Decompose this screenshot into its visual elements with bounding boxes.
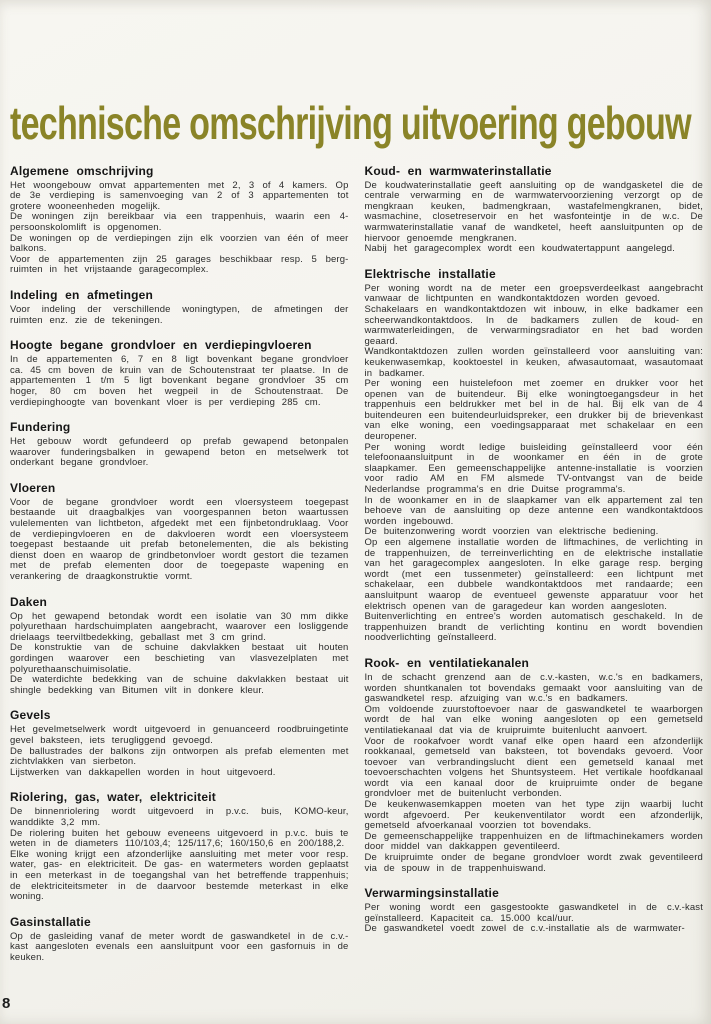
paragraph: De gemeenschappelijke trappenhuizen en de liftmachinekamers worden door middel van dakkappen geventileerd.: [364, 830, 703, 853]
paragraph: In de woonkamer en in de slaapkamer van elk appartement zal ten behoeve van de aansluiting op deze antenne een wandkontaktdoos worden ingebouwd.: [364, 494, 703, 527]
paragraph: De waterdichte bedekking van de schuine dakvlakken bestaat uit shingle bedekking van Bitumen vilt in donkere kleur.: [10, 674, 349, 696]
section-rook-en-ventilatiekanalen: [365, 657, 704, 874]
paragraph: In de appartementen 6, 7 en 8 ligt bovenkant begane grondvloer ca. 45 cm boven de kruin van de Schoutenstraat ter plaatse. In de appartementen 1 t/m 5 ligt bovenkant begane grondvloer 35 cm hoger, 80 cm boven het wegpeil in de Schoutenstraat. De verdiepinghoogte van bovenkant vloer is per verdieping 285 cm.: [10, 354, 349, 408]
paragraph: De binnenriolering wordt uitgevoerd in p.v.c. buis, KOMO-keur, wanddikte 3,2 mm.: [10, 806, 349, 828]
paragraph: Op de gasleiding vanaf de meter wordt de gaswandketel in de c.v.-kast aangesloten evenals een aansluitpunt voor een gasfornuis in de keuken.: [10, 930, 349, 963]
section-koud-en-warmwaterinstallatie: [365, 165, 704, 255]
section-riolering-gas-water-elektriciteit: [10, 791, 349, 902]
paragraph: Voor de begane grondvloer wordt een vloersysteem toegepast bestaande uit draagbalkjes van voorgespannen beton waartussen vulelementen van lichtbeton, afgedekt met een fijnbetondruklaag. Voor de verdiepingvloeren en de dakvloeren wordt een vloersysteem toegepast bestaande uit prefab betonelementen, die als bekisting dienst doen en waarop de grindbetonvloer wordt gestort die tezamen met de prefab elementen door de toegepaste wapening en verankering de draagkonstruktie vormt.: [10, 496, 349, 583]
section-heading: Vloeren: [10, 480, 56, 495]
section-verwarmingsinstallatie: [365, 887, 704, 935]
section-vloeren: [10, 482, 349, 583]
section-heading: Gevels: [10, 708, 51, 723]
paragraph: De keukenwasemkappen moeten van het type zijn waarbij lucht wordt afgevoerd. Per keukenventilator wordt een afzonderlijk, gemetseld afvoerkanaal voorzien tot bovendaks.: [364, 799, 703, 832]
section-heading: Verwarmingsinstallatie: [364, 886, 499, 901]
section-heading: Daken: [10, 594, 48, 609]
section-gevels: [10, 709, 349, 778]
paragraph: De konstruktie van de schuine dakvlakken bestaat uit houten gordingen waarover een beschieting van vlasvezelplaten met polyurethaanschuimisolatie.: [10, 642, 349, 675]
section-heading: Rook- en ventilatiekanalen: [364, 655, 530, 670]
two-column-layout: [10, 165, 703, 976]
section-algemene-omschrijving: [10, 165, 349, 276]
section-daken: [10, 596, 349, 697]
paragraph: Op het gewapend betondak wordt een isolatie van 30 mm dikke polyurethaan hardschuimplaten aangebracht, waarover een losliggende drielaags teerviltbedekking, geballast met 3 cm grind.: [10, 610, 349, 643]
paragraph: Het woongebouw omvat appartementen met 2, 3 of 4 kamers. Op de 3e verdieping is samenvoeging van 2 of 3 appartementen tot grotere wooneenheden mogelijk.: [10, 179, 349, 212]
paragraph: Per woning wordt een gasgestookte gaswandketel in de c.v.-kast geïnstalleerd. Kapaciteit ca. 15.000 kcal/uur.: [364, 902, 703, 924]
paragraph: Per woning wordt ledige buisleiding geïnstalleerd voor één telefoonaansluitpunt in de woonkamer en één in de grote slaapkamer. Een gemeenschappelijke antenne-installatie is voorzien voor radio AM en FM alsmede TV-ontvangst van de beide Nederlandse programma's en drie Duitse programma's.: [364, 441, 703, 496]
paragraph: Voor indeling der verschillende woningtypen, de afmetingen der ruimten enz. zie de tekeningen.: [10, 303, 349, 326]
section-fundering: [10, 421, 349, 469]
section-elektrische-installatie: [365, 268, 704, 644]
paragraph: De gaswandketel voedt zowel de c.v.-installatie als de warmwater-: [364, 923, 685, 935]
paragraph: De koudwaterinstallatie geeft aansluiting op de wandgasketel die de centrale verwarming en de warmwatervoorziening verzorgt op de mengkraan keuken, badmengkraan, wastafelmengkranen, bidet, wasmachine, closetreservoir en het wasfonteintje in de w.c. De warmwaterinstallatie vanaf de wandketel, heeft aansluitpunten op de hiervoor genoemde mengkranen.: [364, 179, 703, 244]
paragraph: De buitenzonwering wordt voorzien van elektrische bediening.: [364, 526, 659, 538]
paragraph: Wandkontaktdozen zullen worden geïnstalleerd voor aansluiting van: keukenwasemkap, kooktoestel in keuken, afwasautomaat, wasautomaat in badkamer.: [364, 346, 703, 379]
page-title: technische omschrijving uitvoering gebouw: [10, 97, 691, 149]
section-heading: Indeling en afmetingen: [10, 287, 154, 302]
section-indeling-en-afmetingen: [10, 289, 349, 326]
paragraph: De riolering buiten het gebouw eveneens uitgevoerd in p.v.c. buis te weten in de diameters 110/103,4; 125/117,6; 160/150,6 en 200/188,2.: [10, 827, 349, 850]
paragraph: Per woning wordt na de meter een groepsverdeelkast aangebracht vanwaar de lichtpunten en wandkontaktdozen worden gevoed.: [364, 282, 703, 305]
paragraph: De woningen zijn bereikbaar via een trappenhuis, waarin een 4-persoonskolomlift is opgenomen.: [10, 211, 349, 233]
paragraph: Het gevelmetselwerk wordt uitgevoerd in genuanceerd roodbruingetinte gevel baksteen, iets terugliggend gevoegd.: [10, 724, 349, 746]
paragraph: Buitenverlichting en entree's worden automatisch geschakeld. In de trappenhuizen brandt de verlichting kontinu en wordt bovendien noodverlichting geïnstalleerd.: [364, 611, 703, 644]
section-heading: Algemene omschrijving: [10, 163, 154, 178]
paragraph: Per woning een huistelefoon met zoemer en drukker voor het openen van de buitendeur. Bij elke woningtoegangsdeur in het trappenhuis een beldrukker met bel in de hal. Bij elk van de 4 buitendeuren een buitendeurluidspreker, een drukker bij de brievenkast van elke woning, een voedingsapparaat met schakelaar en een deuropener.: [364, 378, 703, 443]
paragraph: Elke woning krijgt een afzonderlijke aansluiting met meter voor resp. water, gas- en elektriciteit. De gas- en watermeters worden geplaatst in een meterkast in de toegangshal van het betreffende trappenhuis; de elektriciteitsmeter in de daarvoor bestemde meterkast in elke woning.: [10, 848, 349, 903]
paragraph: Voor de appartementen zijn 25 garages beschikbaar resp. 5 berg- ruimten in het vrijstaande garagecomplex.: [10, 253, 349, 276]
paragraph: De kruipruimte onder de begane grondvloer wordt zwak geventileerd via de spouw in de trappenhuiswand.: [364, 852, 703, 874]
paragraph: Nabij het garagecomplex wordt een koudwatertappunt aangelegd.: [364, 243, 675, 255]
section-hoogte-begane-grondvloer-en-verdiepingvloeren: [10, 339, 349, 408]
section-gasinstallatie: [10, 916, 349, 964]
section-heading: Koud- en warmwaterinstallatie: [364, 163, 552, 178]
paragraph: In de schacht grenzend aan de c.v.-kasten, w.c.'s en badkamers, worden shuntkanalen tot bovendaks gemaakt voor aansluiting van de gaswandketel resp. afzuiging van w.c.'s en badkamers.: [364, 671, 703, 705]
paragraph: Op een algemene installatie worden de liftmachines, de verlichting in de trappenhuizen, de terreinverlichting en de elektrische installatie van het garagecomplex aangesloten. In elke garage resp. berging wordt (met een tussenmeter) geïnstalleerd: een lichtpunt met schakelaar, een dubbele wandkontaktdoos met randaarde; een aansluitpunt waarop de eventueel gewenste apparatuur voor het elektrisch openen van de garagedeur kan worden aangesloten.: [364, 537, 703, 612]
page-number: 8: [2, 995, 11, 1012]
section-heading: Hoogte begane grondvloer en verdiepingvloeren: [10, 338, 312, 353]
paragraph: Het gebouw wordt gefundeerd op prefab gewapend betonpalen waarover funderingsbalken in gewapend beton en metselwerk tot onderkant begane grondvloer.: [10, 436, 349, 469]
paragraph: Om voldoende zuurstoftoevoer naar de gaswandketel te waarborgen wordt de hal van elke woning aangesloten op een gemetseld ventilatiekanaal dat via de kruipruimte buitenlucht aanvoert.: [364, 703, 703, 736]
section-heading: Fundering: [10, 420, 71, 435]
paragraph: Voor de rookafvoer wordt vanaf elke open haard een afzonderlijk rookkanaal, gemetseld van baksteen, tot bovendaks gevoerd. Voor toevoer van verbrandingslucht dient een gemetseld kanaal met toevoerschachten volgens het Shuntsysteem. Het vertikale hoofdkanaal wordt via een kanaal door de kruipruimte onder de begane grondvloer met de buitenlucht verbonden.: [364, 735, 703, 800]
left-column: [10, 165, 349, 976]
section-heading: Riolering, gas, water, elektriciteit: [10, 790, 216, 805]
paragraph: De woningen op de verdiepingen zijn elk voorzien van één of meer balkons.: [10, 232, 349, 255]
paragraph: Schakelaars en wandkontaktdozen wit inbouw, in elke badkamer een scheerwandkontaktdoos. In de badkamers zullen de koud- en warmwaterleidingen, de verwarmingsradiator en het bad worden geaard.: [364, 303, 703, 347]
right-column: [365, 165, 704, 976]
section-heading: Elektrische installatie: [364, 266, 496, 281]
paragraph: Lijstwerken van dakkapellen worden in hout uitgevoerd.: [10, 766, 276, 778]
section-heading: Gasinstallatie: [10, 914, 91, 929]
paragraph: De ballustrades der balkons zijn ontworpen als prefab elementen met zichtvlakken van sierbeton.: [10, 745, 349, 768]
